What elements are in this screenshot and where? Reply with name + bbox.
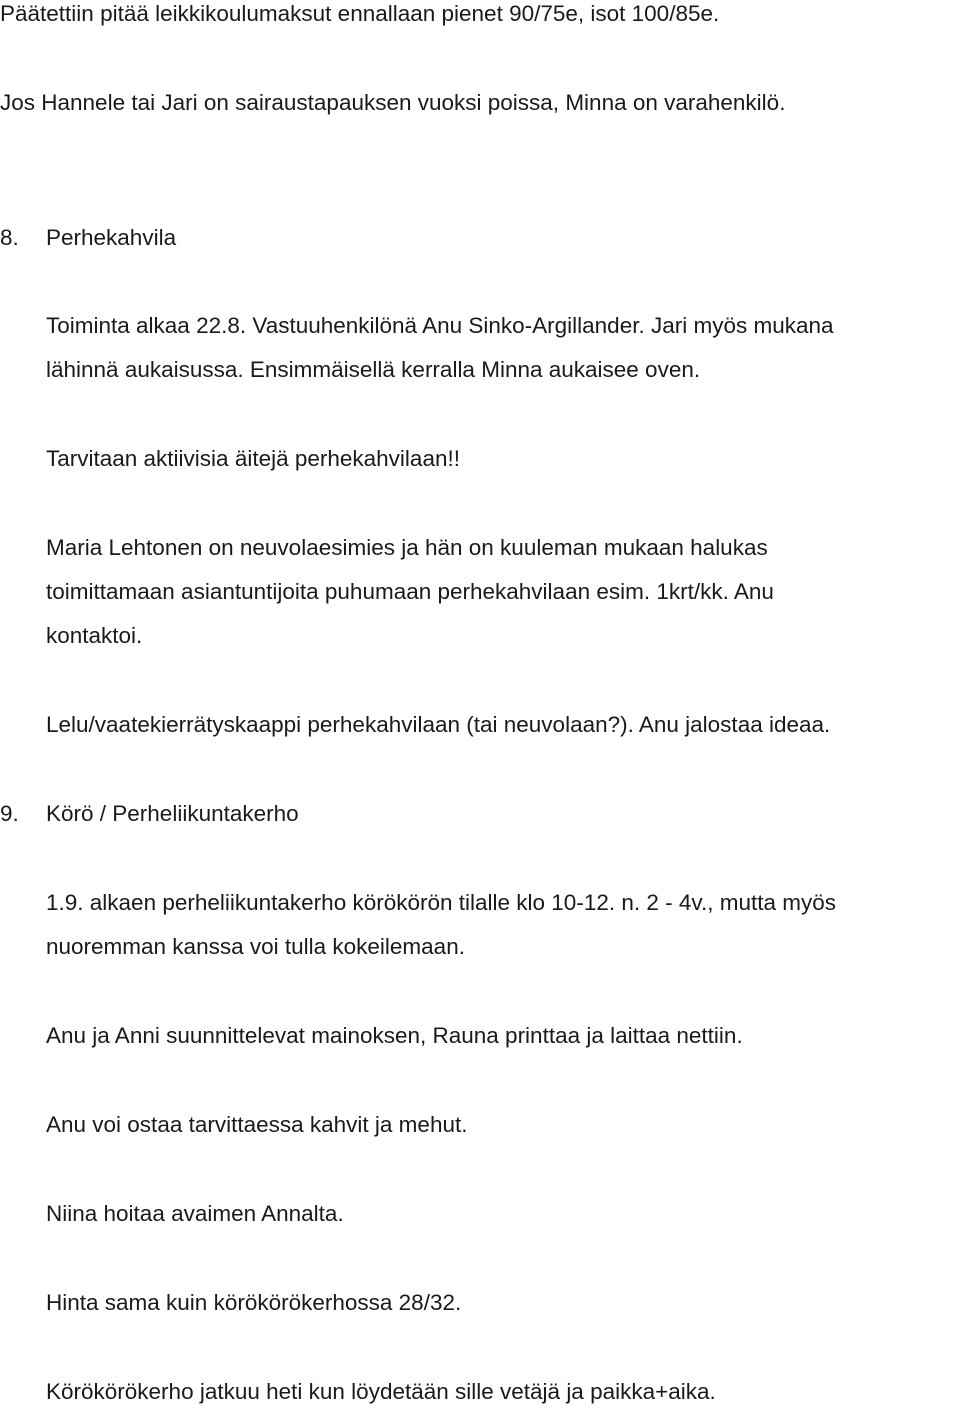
section-8-para-3-line-1: Maria Lehtonen on neuvolaesimies ja hän on kuuleman mukaan halukas xyxy=(46,535,768,560)
section-9-para-2: Anu ja Anni suunnittelevat mainoksen, Rauna printtaa ja laittaa nettiin. xyxy=(46,1023,743,1048)
section-9-para-5: Hinta sama kuin körökörökerhossa 28/32. xyxy=(46,1290,462,1315)
section-9-number: 9. xyxy=(0,801,19,826)
section-8-para-4: Lelu/vaatekierrätyskaappi perhekahvilaan (tai neuvolaan?). Anu jalostaa ideaa. xyxy=(46,712,831,737)
section-8-para-3-line-3: kontaktoi. xyxy=(46,623,143,648)
substitute-paragraph: Jos Hannele tai Jari on sairaustapauksen vuoksi poissa, Minna on varahenkilö. xyxy=(0,90,786,115)
section-9-para-6: Körökörökerho jatkuu heti kun löydetään sille vetäjä ja paikka+aika. xyxy=(46,1379,716,1404)
section-9-para-1-line-2: nuoremman kanssa voi tulla kokeilemaan. xyxy=(46,934,465,959)
section-8-title: Perhekahvila xyxy=(46,225,177,250)
section-9-para-4: Niina hoitaa avaimen Annalta. xyxy=(46,1201,344,1226)
section-9-para-3: Anu voi ostaa tarvittaessa kahvit ja mehut. xyxy=(46,1112,468,1137)
section-8-para-3-line-2: toimittamaan asiantuntijoita puhumaan perhekahvilaan esim. 1krt/kk. Anu xyxy=(46,579,774,604)
section-8-para-1-line-2: lähinnä aukaisussa. Ensimmäisellä kerralla Minna aukaisee oven. xyxy=(46,357,701,382)
section-8-number: 8. xyxy=(0,225,19,250)
section-8-para-1-line-1: Toiminta alkaa 22.8. Vastuuhenkilönä Anu Sinko-Argillander. Jari myös mukana xyxy=(46,313,834,338)
section-9-title: Körö / Perheliikuntakerho xyxy=(46,801,299,826)
section-8-para-2: Tarvitaan aktiivisia äitejä perhekahvilaan!! xyxy=(46,446,460,471)
fees-paragraph: Päätettiin pitää leikkikoulumaksut ennallaan pienet 90/75e, isot 100/85e. xyxy=(0,1,720,26)
section-9-para-1-line-1: 1.9. alkaen perheliikuntakerho körökörön tilalle klo 10-12. n. 2 - 4v., mutta myös xyxy=(46,890,836,915)
